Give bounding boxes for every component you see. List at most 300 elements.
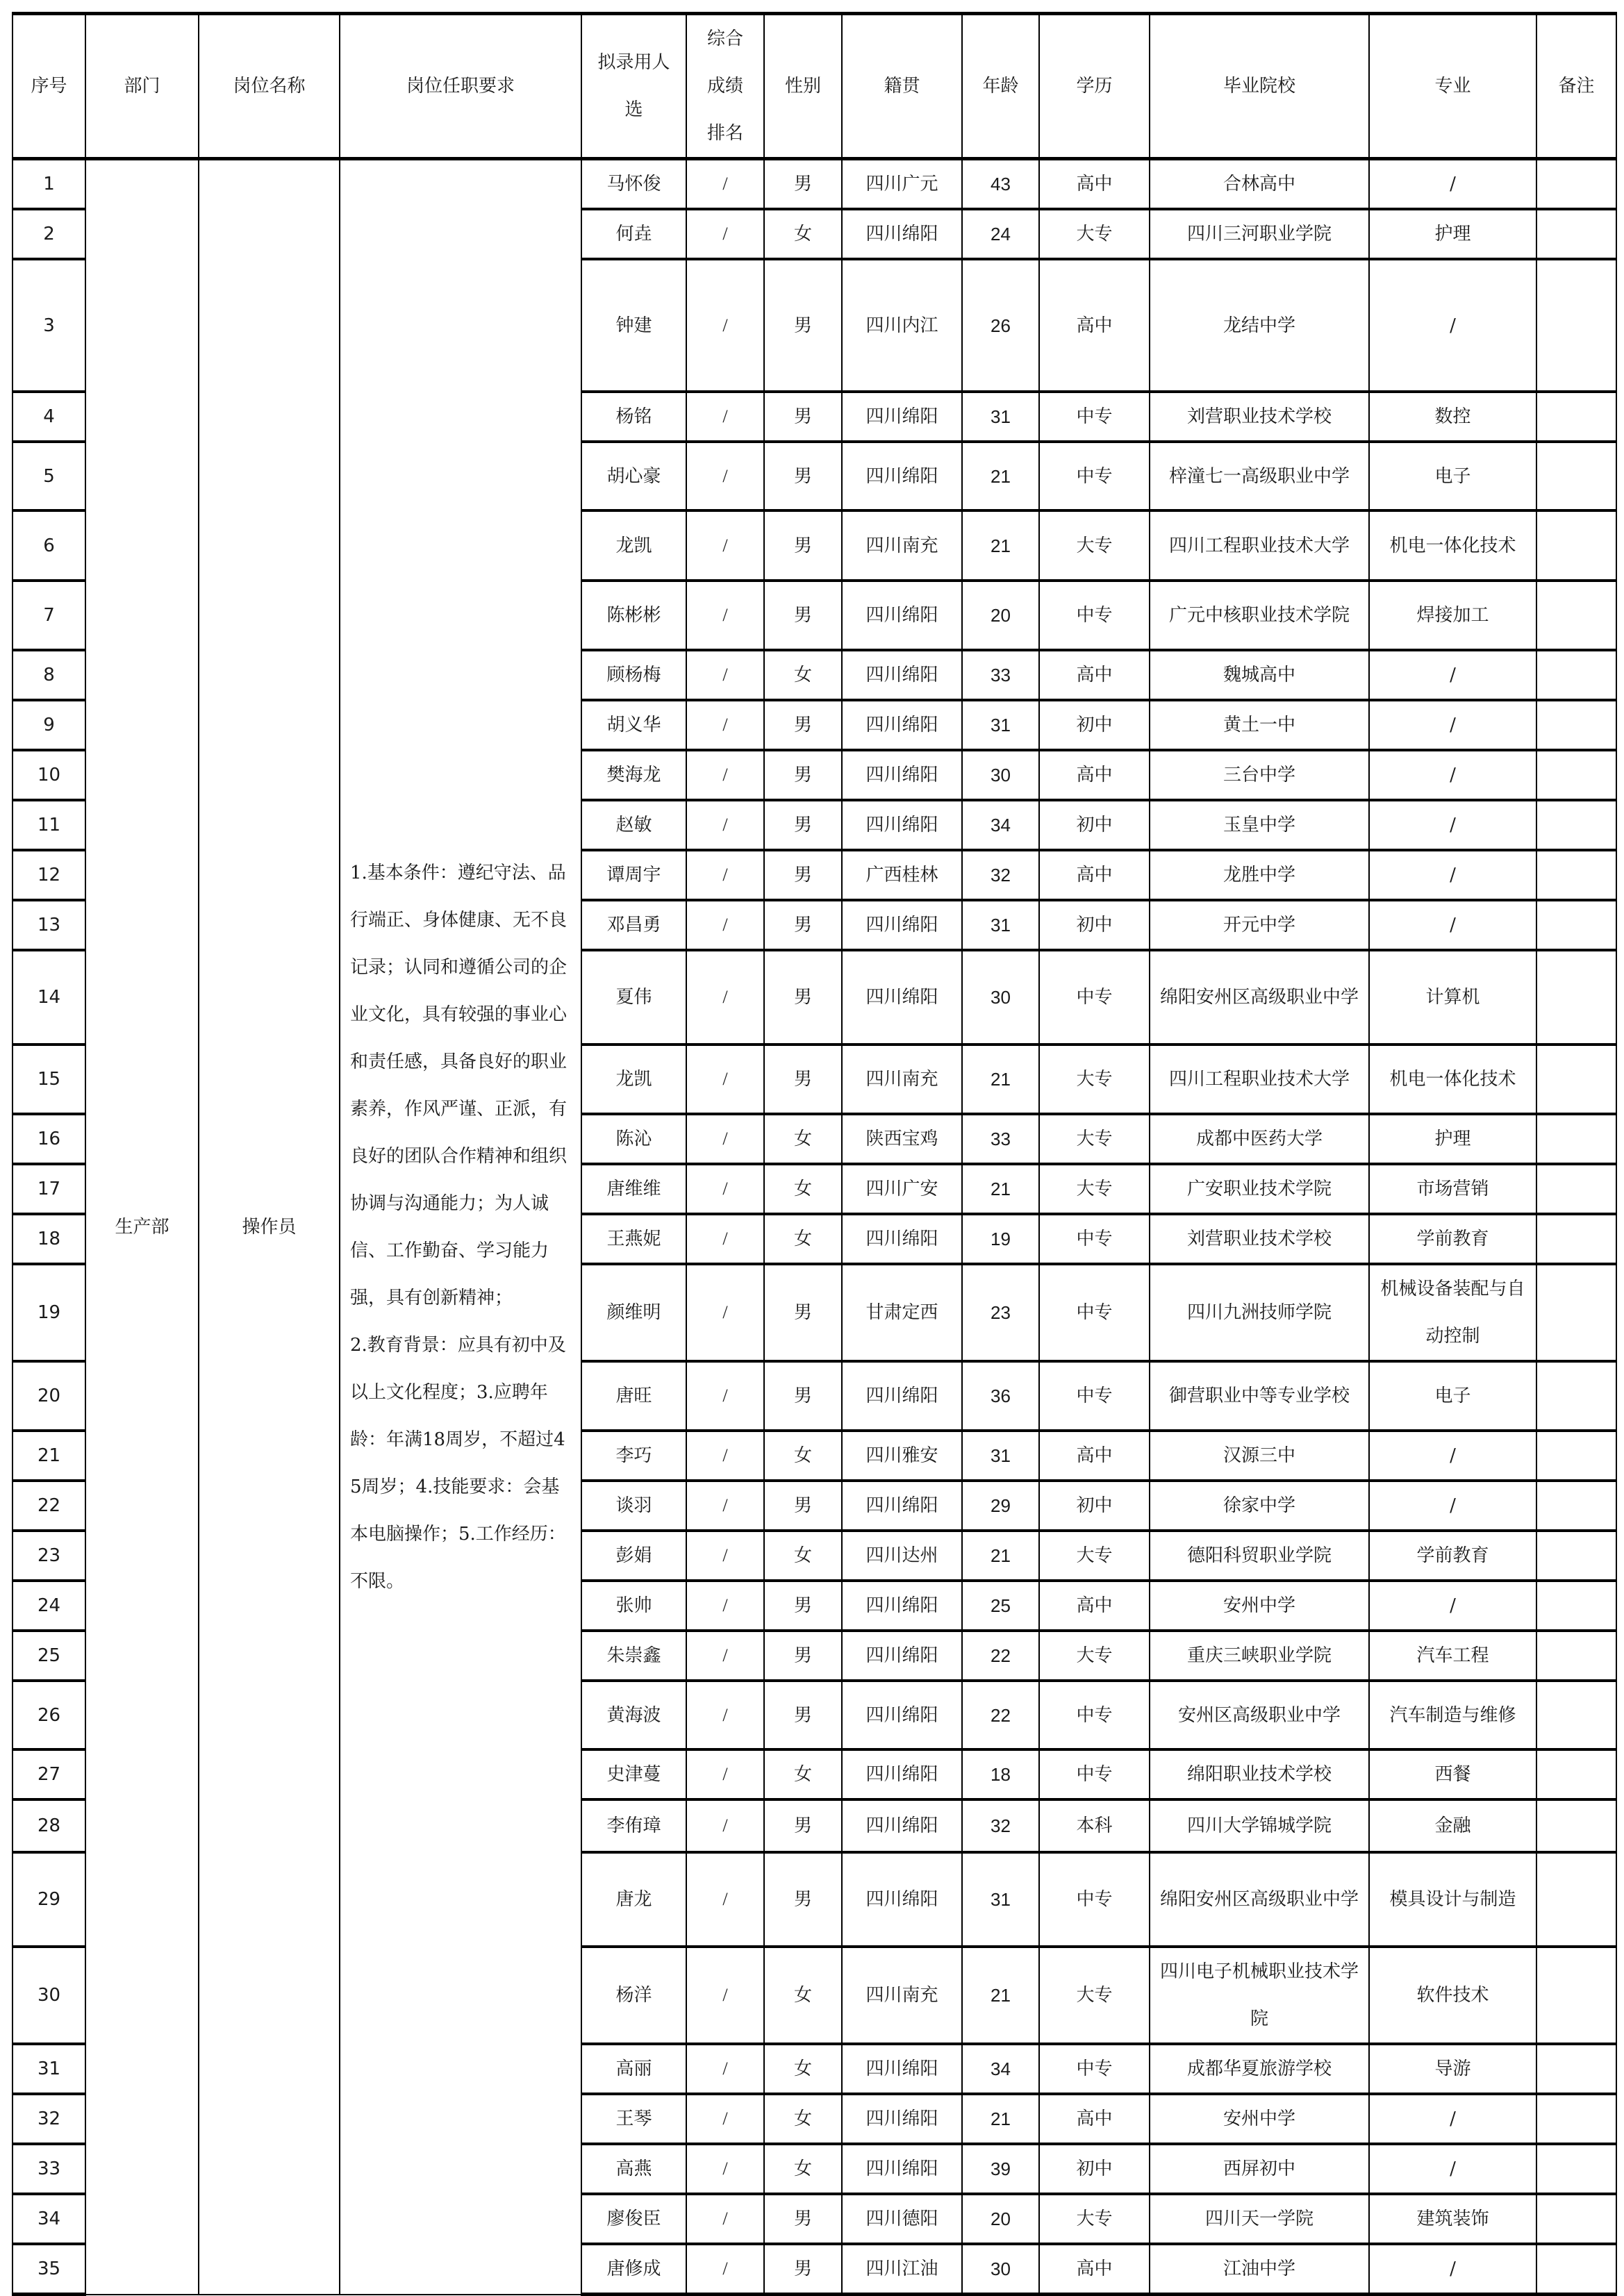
cell-education: 大专: [1039, 510, 1150, 581]
cell-hometown: 四川广元: [842, 159, 962, 210]
cell-education: 高中: [1039, 2244, 1150, 2295]
cell-rank: /: [686, 750, 764, 800]
cell-remarks: [1536, 1749, 1616, 1799]
cell-school: 广安职业技术学院: [1150, 1164, 1369, 1214]
cell-remarks: [1536, 1631, 1616, 1681]
cell-seq: 19: [13, 1264, 85, 1361]
cell-remarks: [1536, 950, 1616, 1045]
header-rank: [686, 14, 764, 159]
cell-gender: 男: [764, 1045, 842, 1114]
cell-remarks: [1536, 1947, 1616, 2044]
cell-gender: 男: [764, 1361, 842, 1431]
cell-school: 御营职业中等专业学校: [1150, 1361, 1369, 1431]
cell-major: /: [1369, 800, 1536, 850]
cell-hometown: 四川绵阳: [842, 1749, 962, 1799]
cell-rank: /: [686, 1114, 764, 1164]
cell-remarks: [1536, 800, 1616, 850]
cell-remarks: [1536, 442, 1616, 510]
cell-major: 西餐: [1369, 1749, 1536, 1799]
cell-remarks: [1536, 700, 1616, 750]
cell-gender: 女: [764, 1531, 842, 1581]
cell-major: /: [1369, 259, 1536, 392]
cell-age: 21: [962, 1045, 1039, 1114]
cell-gender: 女: [764, 1749, 842, 1799]
cell-hometown: 四川绵阳: [842, 900, 962, 950]
cell-education: 高中: [1039, 2094, 1150, 2144]
cell-age: 26: [962, 259, 1039, 392]
cell-seq: 28: [13, 1799, 85, 1852]
cell-education: 大专: [1039, 1947, 1150, 2044]
cell-rank: /: [686, 392, 764, 442]
cell-rank: /: [686, 1531, 764, 1581]
cell-school: 成都华夏旅游学校: [1150, 2044, 1369, 2094]
cell-rank: /: [686, 1799, 764, 1852]
cell-education: 中专: [1039, 1264, 1150, 1361]
cell-age: 21: [962, 510, 1039, 581]
cell-rank: /: [686, 950, 764, 1045]
cell-education: 大专: [1039, 1531, 1150, 1581]
cell-remarks: [1536, 1431, 1616, 1481]
cell-school: 龙结中学: [1150, 259, 1369, 392]
cell-seq: 35: [13, 2244, 85, 2295]
cell-hometown: 四川南充: [842, 1947, 962, 2044]
cell-hometown: 四川绵阳: [842, 209, 962, 259]
cell-education: 中专: [1039, 1852, 1150, 1947]
cell-seq: 11: [13, 800, 85, 850]
cell-rank: /: [686, 2094, 764, 2144]
cell-remarks: [1536, 2244, 1616, 2295]
cell-name: 高燕: [581, 2144, 686, 2194]
cell-gender: 男: [764, 1852, 842, 1947]
cell-major: 护理: [1369, 1114, 1536, 1164]
header-candidate-line2: 选: [624, 99, 643, 120]
cell-education: 大专: [1039, 1164, 1150, 1214]
cell-department: 生产部: [85, 159, 199, 2295]
cell-remarks: [1536, 1481, 1616, 1531]
cell-education: 本科: [1039, 1799, 1150, 1852]
cell-seq: 25: [13, 1631, 85, 1681]
cell-school: 徐家中学: [1150, 1481, 1369, 1531]
header-hometown: 籍贯: [842, 14, 962, 159]
cell-gender: 女: [764, 1431, 842, 1481]
cell-major: 学前教育: [1369, 1531, 1536, 1581]
cell-hometown: 四川绵阳: [842, 2044, 962, 2094]
header-requirements: 岗位任职要求: [340, 14, 581, 159]
cell-hometown: 陕西宝鸡: [842, 1114, 962, 1164]
cell-remarks: [1536, 510, 1616, 581]
cell-gender: 男: [764, 750, 842, 800]
cell-hometown: 四川江油: [842, 2244, 962, 2295]
cell-hometown: 四川绵阳: [842, 1681, 962, 1749]
cell-name: 龙凯: [581, 1045, 686, 1114]
header-major: 专业: [1369, 14, 1536, 159]
header-rank-line1: 综合: [706, 28, 743, 49]
cell-seq: 5: [13, 442, 85, 510]
header-position: 岗位名称: [199, 14, 340, 159]
cell-education: 中专: [1039, 1681, 1150, 1749]
cell-age: 18: [962, 1749, 1039, 1799]
cell-requirements: 1.基本条件：遵纪守法、品行端正、身体健康、无不良记录；认同和遵循公司的企业文化，具有较强的事业心和责任感，具备良好的职业素养，作风严谨、正派，有良好的团队合作精神和组织协调与沟通能力；为人诚信、工作勤奋、学习能力强，具有创新精神； 2.教育背景：应具有初中及以上文化程度；3.应聘年龄：年满18周岁，不超过45周岁；4.技能要求：会基本电脑操作；5.工作经历：不限。: [340, 159, 581, 2295]
cell-age: 36: [962, 1361, 1039, 1431]
cell-rank: /: [686, 2194, 764, 2244]
cell-education: 初中: [1039, 1481, 1150, 1531]
cell-school: 绵阳安州区高级职业中学: [1150, 1852, 1369, 1947]
cell-name: 赵敏: [581, 800, 686, 850]
cell-seq: 33: [13, 2144, 85, 2194]
cell-name: 唐龙: [581, 1852, 686, 1947]
cell-seq: 24: [13, 1581, 85, 1631]
cell-name: 颜维明: [581, 1264, 686, 1361]
cell-name: 龙凯: [581, 510, 686, 581]
cell-remarks: [1536, 209, 1616, 259]
header-department: 部门: [85, 14, 199, 159]
cell-major: /: [1369, 159, 1536, 210]
cell-age: 21: [962, 442, 1039, 510]
cell-gender: 女: [764, 2094, 842, 2144]
cell-name: 邓昌勇: [581, 900, 686, 950]
cell-major: /: [1369, 2094, 1536, 2144]
cell-name: 王琴: [581, 2094, 686, 2144]
cell-gender: 男: [764, 950, 842, 1045]
cell-school: 四川工程职业技术大学: [1150, 510, 1369, 581]
cell-age: 30: [962, 950, 1039, 1045]
cell-major: /: [1369, 850, 1536, 900]
cell-seq: 8: [13, 650, 85, 700]
cell-rank: /: [686, 1481, 764, 1531]
cell-seq: 31: [13, 2044, 85, 2094]
cell-seq: 9: [13, 700, 85, 750]
cell-education: 高中: [1039, 750, 1150, 800]
cell-school: 四川工程职业技术大学: [1150, 1045, 1369, 1114]
cell-school: 四川大学锦城学院: [1150, 1799, 1369, 1852]
cell-name: 张帅: [581, 1581, 686, 1631]
cell-seq: 3: [13, 259, 85, 392]
cell-name: 唐旺: [581, 1361, 686, 1431]
cell-gender: 男: [764, 1799, 842, 1852]
cell-age: 34: [962, 800, 1039, 850]
cell-seq: 23: [13, 1531, 85, 1581]
cell-major: /: [1369, 750, 1536, 800]
cell-education: 初中: [1039, 800, 1150, 850]
cell-gender: 男: [764, 700, 842, 750]
cell-name: 钟建: [581, 259, 686, 392]
cell-seq: 22: [13, 1481, 85, 1531]
header-age: 年龄: [962, 14, 1039, 159]
cell-age: 43: [962, 159, 1039, 210]
cell-gender: 男: [764, 2194, 842, 2244]
cell-age: 31: [962, 1431, 1039, 1481]
cell-remarks: [1536, 259, 1616, 392]
cell-gender: 女: [764, 650, 842, 700]
cell-gender: 男: [764, 159, 842, 210]
cell-school: 成都中医药大学: [1150, 1114, 1369, 1164]
cell-major: /: [1369, 1581, 1536, 1631]
table-row: [13, 159, 1616, 210]
cell-rank: /: [686, 1214, 764, 1264]
cell-seq: 18: [13, 1214, 85, 1264]
cell-hometown: 四川绵阳: [842, 1799, 962, 1852]
cell-name: 唐修成: [581, 2244, 686, 2295]
cell-rank: /: [686, 2144, 764, 2194]
cell-education: 初中: [1039, 700, 1150, 750]
cell-seq: 6: [13, 510, 85, 581]
cell-age: 30: [962, 2244, 1039, 2295]
cell-school: 刘营职业技术学校: [1150, 392, 1369, 442]
cell-remarks: [1536, 1214, 1616, 1264]
cell-remarks: [1536, 900, 1616, 950]
cell-name: 谭周宇: [581, 850, 686, 900]
cell-major: 护理: [1369, 209, 1536, 259]
cell-education: 中专: [1039, 950, 1150, 1045]
cell-seq: 10: [13, 750, 85, 800]
cell-age: 29: [962, 1481, 1039, 1531]
cell-hometown: 四川绵阳: [842, 650, 962, 700]
cell-seq: 15: [13, 1045, 85, 1114]
cell-major: 市场营销: [1369, 1164, 1536, 1214]
cell-remarks: [1536, 750, 1616, 800]
cell-rank: /: [686, 850, 764, 900]
cell-hometown: 四川雅安: [842, 1431, 962, 1481]
table-header: [13, 14, 1616, 159]
cell-remarks: [1536, 2194, 1616, 2244]
cell-seq: 21: [13, 1431, 85, 1481]
cell-hometown: 四川绵阳: [842, 1631, 962, 1681]
cell-age: 39: [962, 2144, 1039, 2194]
cell-major: 建筑装饰: [1369, 2194, 1536, 2244]
cell-hometown: 四川绵阳: [842, 2144, 962, 2194]
cell-education: 中专: [1039, 1749, 1150, 1799]
cell-school: 四川天一学院: [1150, 2194, 1369, 2244]
header-rank-line2: 成绩: [706, 76, 743, 97]
cell-major: 机电一体化技术: [1369, 1045, 1536, 1114]
header-row: [13, 14, 1616, 159]
cell-hometown: 甘肃定西: [842, 1264, 962, 1361]
cell-gender: 女: [764, 1947, 842, 2044]
cell-seq: 13: [13, 900, 85, 950]
cell-age: 31: [962, 1852, 1039, 1947]
cell-gender: 男: [764, 2244, 842, 2295]
header-gender: 性别: [764, 14, 842, 159]
cell-age: 22: [962, 1631, 1039, 1681]
cell-gender: 女: [764, 209, 842, 259]
cell-education: 中专: [1039, 581, 1150, 650]
cell-rank: /: [686, 1264, 764, 1361]
cell-school: 开元中学: [1150, 900, 1369, 950]
cell-age: 20: [962, 2194, 1039, 2244]
cell-name: 李侑璋: [581, 1799, 686, 1852]
cell-seq: 17: [13, 1164, 85, 1214]
cell-major: 机电一体化技术: [1369, 510, 1536, 581]
cell-remarks: [1536, 159, 1616, 210]
cell-hometown: 四川绵阳: [842, 392, 962, 442]
cell-school: 三台中学: [1150, 750, 1369, 800]
cell-seq: 2: [13, 209, 85, 259]
cell-rank: /: [686, 259, 764, 392]
cell-school: 德阳科贸职业学院: [1150, 1531, 1369, 1581]
header-candidate-line1: 拟录用人: [597, 52, 670, 73]
cell-rank: /: [686, 581, 764, 650]
cell-gender: 男: [764, 1681, 842, 1749]
cell-rank: /: [686, 1947, 764, 2044]
cell-school: 四川三河职业学院: [1150, 209, 1369, 259]
cell-hometown: 广西桂林: [842, 850, 962, 900]
cell-age: 21: [962, 1164, 1039, 1214]
cell-rank: /: [686, 2244, 764, 2295]
cell-education: 大专: [1039, 1114, 1150, 1164]
cell-hometown: 四川绵阳: [842, 1852, 962, 1947]
cell-major: 汽车制造与维修: [1369, 1681, 1536, 1749]
cell-education: 初中: [1039, 900, 1150, 950]
cell-remarks: [1536, 650, 1616, 700]
cell-education: 高中: [1039, 1431, 1150, 1481]
cell-major: 电子: [1369, 442, 1536, 510]
cell-age: 21: [962, 1531, 1039, 1581]
cell-education: 中专: [1039, 1214, 1150, 1264]
cell-name: 朱崇鑫: [581, 1631, 686, 1681]
cell-remarks: [1536, 581, 1616, 650]
cell-education: 高中: [1039, 650, 1150, 700]
cell-hometown: 四川德阳: [842, 2194, 962, 2244]
header-candidate: [581, 14, 686, 159]
cell-remarks: [1536, 1681, 1616, 1749]
cell-education: 大专: [1039, 2194, 1150, 2244]
cell-seq: 7: [13, 581, 85, 650]
cell-name: 陈彬彬: [581, 581, 686, 650]
cell-major: /: [1369, 1431, 1536, 1481]
cell-age: 23: [962, 1264, 1039, 1361]
cell-remarks: [1536, 2044, 1616, 2094]
cell-major: 学前教育: [1369, 1214, 1536, 1264]
cell-hometown: 四川绵阳: [842, 1361, 962, 1431]
cell-school: 西屏初中: [1150, 2144, 1369, 2194]
cell-age: 30: [962, 750, 1039, 800]
cell-hometown: 四川绵阳: [842, 1481, 962, 1531]
cell-major: 数控: [1369, 392, 1536, 442]
cell-seq: 16: [13, 1114, 85, 1164]
cell-name: 唐维维: [581, 1164, 686, 1214]
cell-rank: /: [686, 650, 764, 700]
cell-gender: 男: [764, 900, 842, 950]
candidate-roster-table: [12, 12, 1617, 2296]
cell-rank: /: [686, 1749, 764, 1799]
cell-age: 31: [962, 392, 1039, 442]
cell-hometown: 四川绵阳: [842, 442, 962, 510]
cell-name: 夏伟: [581, 950, 686, 1045]
cell-gender: 女: [764, 2144, 842, 2194]
cell-major: 模具设计与制造: [1369, 1852, 1536, 1947]
cell-gender: 男: [764, 259, 842, 392]
cell-age: 25: [962, 1581, 1039, 1631]
cell-name: 王燕妮: [581, 1214, 686, 1264]
cell-education: 中专: [1039, 442, 1150, 510]
cell-name: 陈沁: [581, 1114, 686, 1164]
cell-education: 高中: [1039, 159, 1150, 210]
cell-hometown: 四川绵阳: [842, 2094, 962, 2144]
cell-school: 四川电子机械职业技术学院: [1150, 1947, 1369, 2044]
cell-school: 黄土一中: [1150, 700, 1369, 750]
cell-hometown: 四川绵阳: [842, 1214, 962, 1264]
cell-name: 高丽: [581, 2044, 686, 2094]
cell-education: 大专: [1039, 209, 1150, 259]
cell-name: 何垚: [581, 209, 686, 259]
cell-remarks: [1536, 1264, 1616, 1361]
cell-school: 玉皇中学: [1150, 800, 1369, 850]
cell-gender: 男: [764, 392, 842, 442]
cell-major: 金融: [1369, 1799, 1536, 1852]
cell-education: 中专: [1039, 1361, 1150, 1431]
cell-name: 谈羽: [581, 1481, 686, 1531]
cell-major: 机械设备装配与自动控制: [1369, 1264, 1536, 1361]
cell-hometown: 四川绵阳: [842, 950, 962, 1045]
cell-name: 樊海龙: [581, 750, 686, 800]
cell-rank: /: [686, 442, 764, 510]
cell-name: 彭娟: [581, 1531, 686, 1581]
cell-seq: 20: [13, 1361, 85, 1431]
cell-hometown: 四川内江: [842, 259, 962, 392]
cell-education: 初中: [1039, 2144, 1150, 2194]
cell-age: 21: [962, 2094, 1039, 2144]
cell-seq: 29: [13, 1852, 85, 1947]
cell-school: 重庆三峡职业学院: [1150, 1631, 1369, 1681]
cell-hometown: 四川绵阳: [842, 700, 962, 750]
cell-major: 计算机: [1369, 950, 1536, 1045]
cell-gender: 男: [764, 1581, 842, 1631]
header-remarks: 备注: [1536, 14, 1616, 159]
cell-seq: 4: [13, 392, 85, 442]
header-rank-line3: 排名: [706, 123, 743, 144]
cell-name: 杨铭: [581, 392, 686, 442]
cell-education: 中专: [1039, 2044, 1150, 2094]
cell-rank: /: [686, 700, 764, 750]
cell-age: 33: [962, 650, 1039, 700]
cell-age: 19: [962, 1214, 1039, 1264]
cell-school: 绵阳职业技术学校: [1150, 1749, 1369, 1799]
header-education: 学历: [1039, 14, 1150, 159]
cell-age: 20: [962, 581, 1039, 650]
cell-position: 操作员: [199, 159, 340, 2295]
cell-gender: 男: [764, 1481, 842, 1531]
cell-education: 高中: [1039, 259, 1150, 392]
cell-remarks: [1536, 2144, 1616, 2194]
cell-school: 绵阳安州区高级职业中学: [1150, 950, 1369, 1045]
cell-rank: /: [686, 1852, 764, 1947]
cell-school: 汉源三中: [1150, 1431, 1369, 1481]
cell-age: 24: [962, 209, 1039, 259]
cell-gender: 男: [764, 581, 842, 650]
cell-age: 21: [962, 1947, 1039, 2044]
cell-rank: /: [686, 209, 764, 259]
cell-major: 导游: [1369, 2044, 1536, 2094]
cell-remarks: [1536, 1799, 1616, 1852]
cell-major: /: [1369, 650, 1536, 700]
cell-age: 34: [962, 2044, 1039, 2094]
cell-hometown: 四川南充: [842, 1045, 962, 1114]
cell-name: 马怀俊: [581, 159, 686, 210]
cell-gender: 女: [764, 2044, 842, 2094]
cell-rank: /: [686, 510, 764, 581]
cell-school: 刘营职业技术学校: [1150, 1214, 1369, 1264]
cell-rank: /: [686, 900, 764, 950]
cell-hometown: 四川绵阳: [842, 1581, 962, 1631]
cell-seq: 27: [13, 1749, 85, 1799]
cell-rank: /: [686, 1361, 764, 1431]
cell-major: 汽车工程: [1369, 1631, 1536, 1681]
cell-remarks: [1536, 1852, 1616, 1947]
cell-hometown: 四川南充: [842, 510, 962, 581]
cell-remarks: [1536, 1164, 1616, 1214]
cell-seq: 30: [13, 1947, 85, 2044]
cell-seq: 26: [13, 1681, 85, 1749]
